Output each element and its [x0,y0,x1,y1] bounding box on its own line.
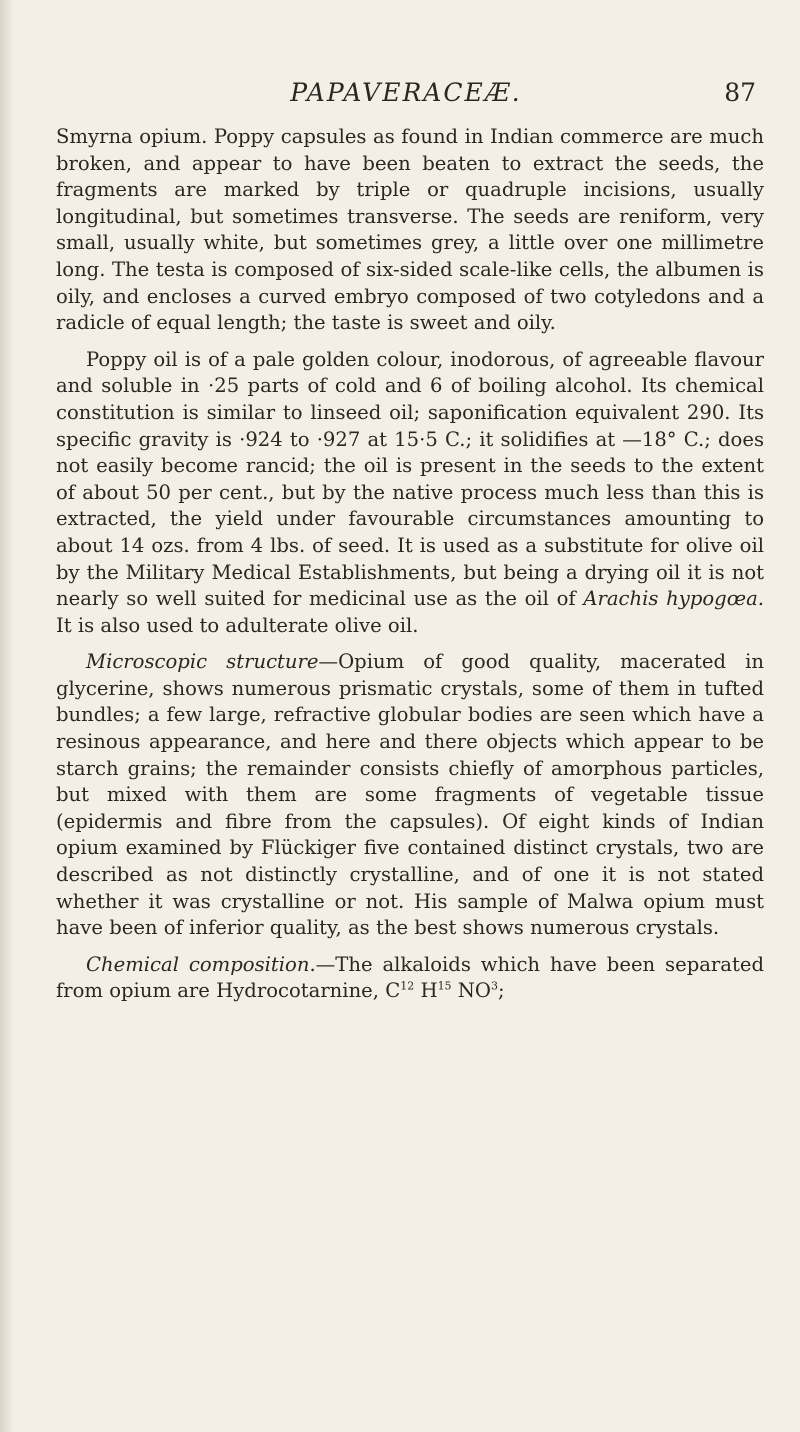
paragraph-microscopic-text: —Opium of good quality, macerated in glycerine, shows numerous prismatic crystals, some of them in tufted bundles; a few large, refractive globular bodies are seen which have a resinous appearance, and here and there objects which appear to be starch grains; the remainder consists chiefly of amorphous particles, but mixed with them are some fragments of vegetable tissue (epidermis and fibre from the capsules). Of eight kinds of Indian opium examined by Flückiger five contained distinct crystals, two are described as not distinctly crystalline, and of one it is not stated whether it was crystalline or not. His sample of Malwa opium must have been of inferior quality, as the best shows numerous crystals. [56,650,764,940]
section-heading-microscopic: Microscopic structure [86,650,319,674]
paragraph-chemical-text: .—The alkaloids which have been separated from opium are Hydrocotarnine, C [56,952,764,1003]
paragraph-seeds [56,124,764,337]
paragraph-poppy-oil [56,347,764,640]
species-name: Arachis hypogœa. [583,587,764,611]
section-heading-chemical: Chemical composition [86,952,310,976]
formula-hydrogen: H [414,979,438,1003]
page-edge-shadow [0,0,14,1432]
body-text [56,124,764,1015]
formula-superscript: 3 [491,979,498,993]
formula-superscript: 12 [400,979,415,993]
formula-end: ; [498,979,505,1003]
page-number: 87 [724,78,756,107]
paragraph-chemical-composition [56,952,764,1005]
formula-superscript: 15 [437,979,452,993]
page-header [56,78,756,114]
paragraph-poppy-oil-text: Poppy oil is of a pale golden colour, inodorous, of agreeable flavour and soluble in ·25 parts of cold and 6 of boiling alcohol. Its chemical constitution is similar to linseed oil; saponification equivalent 290. Its specific gravity is ·924 to ·927 at 15·5 C.; it solidifies at —18° C.; does not easily become rancid; the oil is present in the seeds to the extent of about 50 per cent., but by the native process much less than this is extracted, the yield under favourable circumstances amounting to about 14 ozs. from 4 lbs. of seed. It is used as a substitute for olive oil by the Military Medical Establishments, but being a drying oil it is not nearly so well suited for medicinal use as the oil of [56,347,764,611]
running-title: PAPAVERACEÆ. [290,78,522,107]
paragraph-microscopic-structure [56,649,764,942]
formula-no: NO [451,979,491,1003]
paragraph-poppy-oil-tail: It is also used to adulterate olive oil. [56,613,419,637]
paragraph-seeds-text: Smyrna opium. Poppy capsules as found in Indian commerce are much broken, and appear to have been beaten to extract the seeds, the fragments are marked by triple or quadruple incisions, usually longitudinal, but sometimes transverse. The seeds are reniform, very small, usually white, but sometimes grey, a little over one millimetre long. The testa is composed of six-sided scale-like cells, the albumen is oily, and encloses a curved embryo composed of two cotyledons and a radicle of equal length; the taste is sweet and oily. [56,125,764,335]
